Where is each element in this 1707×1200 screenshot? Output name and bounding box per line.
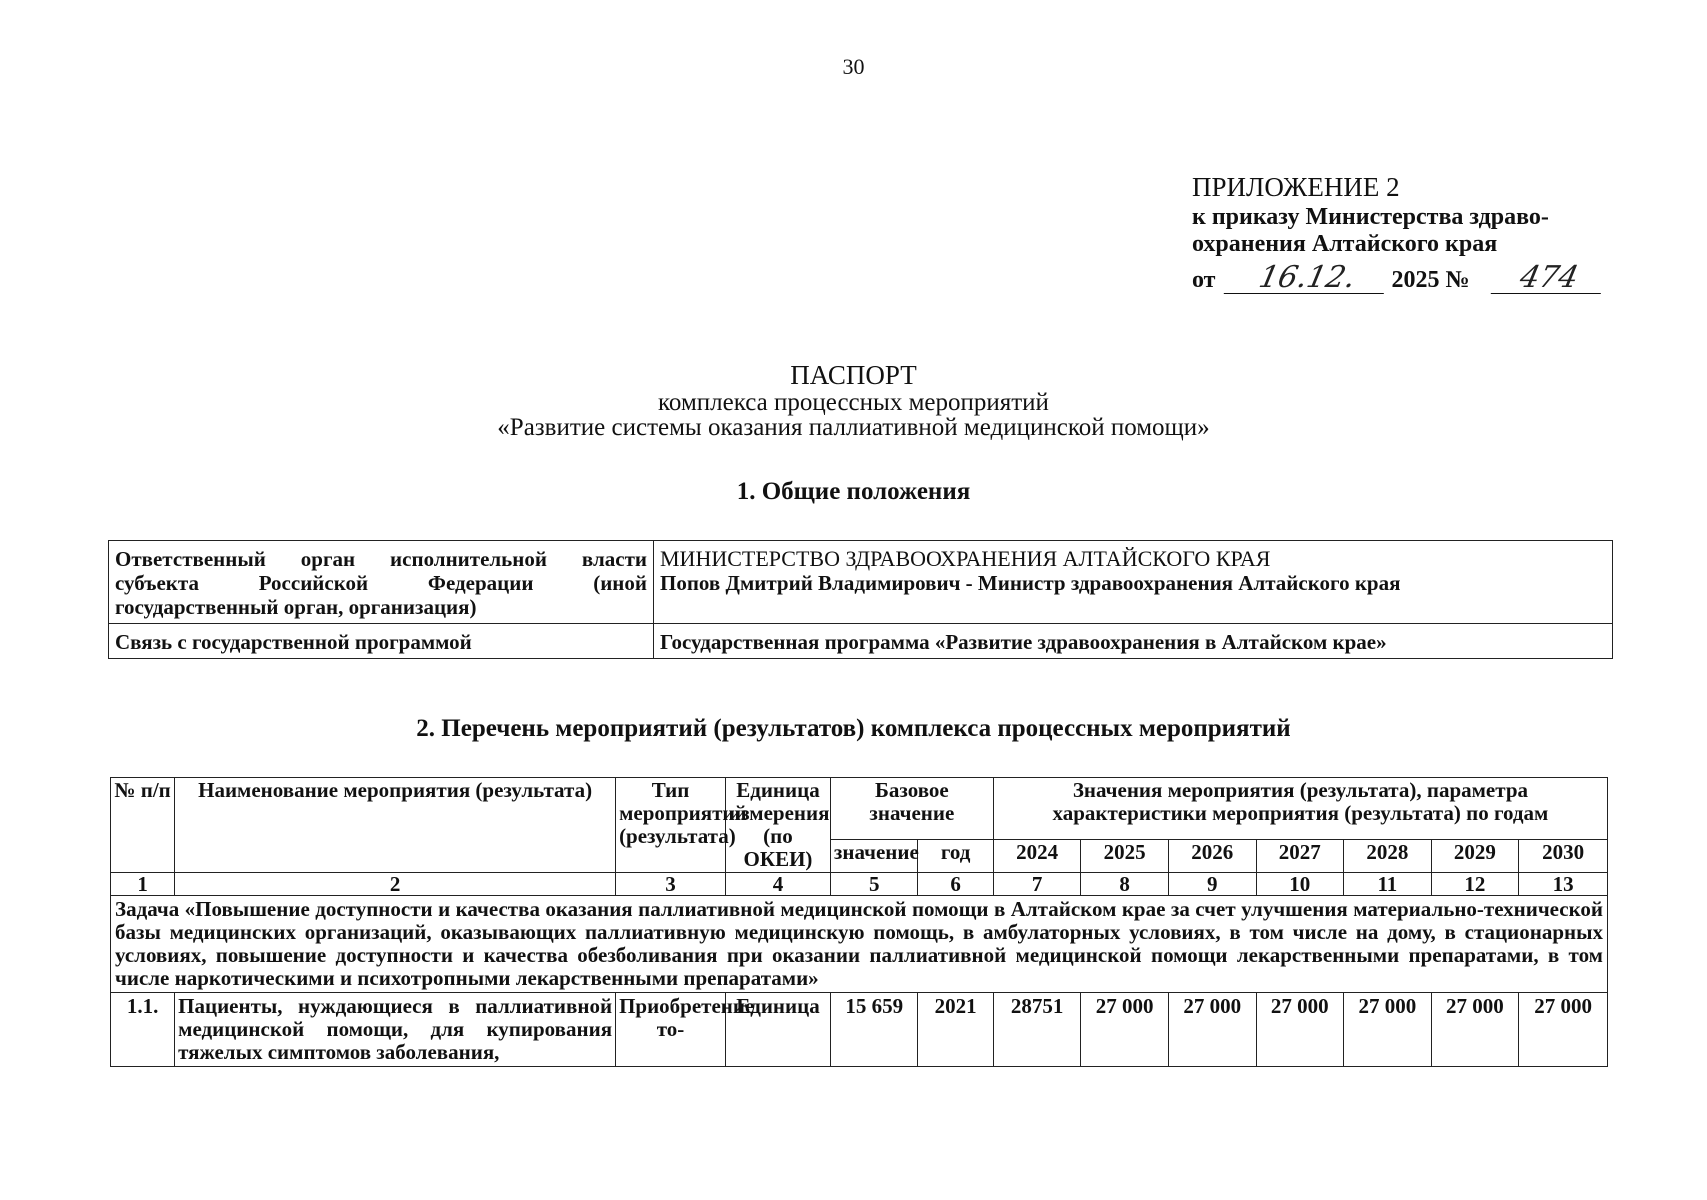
handwritten-number: 474 — [1490, 263, 1607, 294]
responsible-body-label: Ответственный орган исполнительной власти субъекта Российской Федерации (иной государственный орган, организация) — [109, 541, 654, 624]
program-link-value: Государственная программа «Развитие здравоохранения в Алтайском крае» — [654, 624, 1613, 659]
column-number: 5 — [830, 873, 918, 896]
column-number-row — [111, 873, 1608, 896]
appendix-block — [1192, 172, 1632, 294]
column-number: 2 — [175, 873, 616, 896]
row-value: 27 000 — [1256, 993, 1344, 1067]
row-type: Приобретение то- — [616, 993, 726, 1067]
responsible-body-value — [654, 541, 1613, 624]
table-row — [109, 541, 1613, 624]
general-provisions-table — [108, 540, 1613, 659]
passport-header — [0, 360, 1707, 440]
row-value: 28751 — [993, 993, 1081, 1067]
header-base-value: значение — [830, 840, 918, 873]
row-num: 1.1. — [111, 993, 175, 1067]
header-name: Наименование мероприятия (результата) — [175, 778, 616, 873]
section-2-heading: 2. Перечень мероприятий (результатов) комплекса процессных мероприятий — [416, 715, 1291, 742]
column-number: 10 — [1256, 873, 1344, 896]
handwritten-date: 16.12. — [1224, 263, 1391, 294]
row-base-year: 2021 — [918, 993, 993, 1067]
program-link-label: Связь с государственной программой — [109, 624, 654, 659]
row-value: 27 000 — [1081, 993, 1169, 1067]
header-base: Базовое значение — [830, 778, 993, 840]
row-unit: Единица — [726, 993, 831, 1067]
header-year: 2024 — [993, 840, 1081, 873]
header-year: 2028 — [1344, 840, 1432, 873]
header-base-year: год — [918, 840, 993, 873]
column-number: 9 — [1168, 873, 1256, 896]
activities-table — [110, 777, 1608, 1067]
ministry-name: МИНИСТЕРСТВО ЗДРАВООХРАНЕНИЯ АЛТАЙСКОГО КРАЯ — [660, 546, 1271, 571]
header-values: Значения мероприятия (результата), параметра характеристики мероприятия (результата) по годам — [993, 778, 1607, 840]
header-year: 2025 — [1081, 840, 1169, 873]
task-text: Задача «Повышение доступности и качества оказания паллиативной медицинской помощи в Алтайском крае за счет улучшения материально-технической базы медицинских организаций, оказывающих паллиативную медицинскую помощь, в амбулаторных условиях, в том числе на дому, в стационарных условиях, повышение доступности и качества обезболивания при оказании паллиативной медицинской помощи лекарственными препаратами, в том числе наркотическими и психотропными лекарственными препаратами» — [111, 896, 1608, 993]
row-value: 27 000 — [1168, 993, 1256, 1067]
header-year: 2026 — [1168, 840, 1256, 873]
passport-subtitle-1: комплекса процессных мероприятий — [658, 389, 1049, 416]
column-number: 1 — [111, 873, 175, 896]
header-unit: Единица измерения (по ОКЕИ) — [726, 778, 831, 873]
header-year: 2029 — [1431, 840, 1519, 873]
header-row — [111, 778, 1608, 840]
header-num: № п/п — [111, 778, 175, 873]
row-name: Пациенты, нуждающиеся в паллиативной медицинской помощи, для купирования тяжелых симптомов заболевания, — [175, 993, 616, 1067]
column-number: 13 — [1519, 873, 1608, 896]
passport-title: ПАСПОРТ — [790, 360, 917, 390]
minister-name: Попов Дмитрий Владимирович - Министр здравоохранения Алтайского края — [660, 571, 1401, 595]
column-number: 3 — [616, 873, 726, 896]
row-base-value: 15 659 — [830, 993, 918, 1067]
appendix-date-line — [1192, 260, 1632, 295]
section-1-heading: 1. Общие положения — [736, 478, 971, 505]
row-value: 27 000 — [1344, 993, 1432, 1067]
row-value: 27 000 — [1519, 993, 1608, 1067]
from-label: от — [1192, 267, 1216, 293]
column-number: 7 — [993, 873, 1081, 896]
column-number: 11 — [1344, 873, 1432, 896]
header-year: 2027 — [1256, 840, 1344, 873]
column-number: 6 — [918, 873, 993, 896]
column-number: 8 — [1081, 873, 1169, 896]
header-type: Тип мероприятий (результата) — [616, 778, 726, 873]
task-row — [111, 896, 1608, 993]
page-number: 30 — [842, 54, 865, 79]
passport-subtitle-2: «Развитие системы оказания паллиативной медицинской помощи» — [497, 414, 1210, 441]
column-number: 4 — [726, 873, 831, 896]
table-row — [111, 993, 1608, 1067]
appendix-line-2: охранения Алтайского края — [1192, 231, 1498, 257]
row-value: 27 000 — [1431, 993, 1519, 1067]
column-number: 12 — [1431, 873, 1519, 896]
header-year: 2030 — [1519, 840, 1608, 873]
appendix-line-1: к приказу Министерства здраво- — [1192, 204, 1549, 230]
table-row — [109, 624, 1613, 659]
appendix-title: ПРИЛОЖЕНИЕ 2 — [1192, 172, 1400, 202]
year-label: 2025 № — [1391, 267, 1470, 293]
